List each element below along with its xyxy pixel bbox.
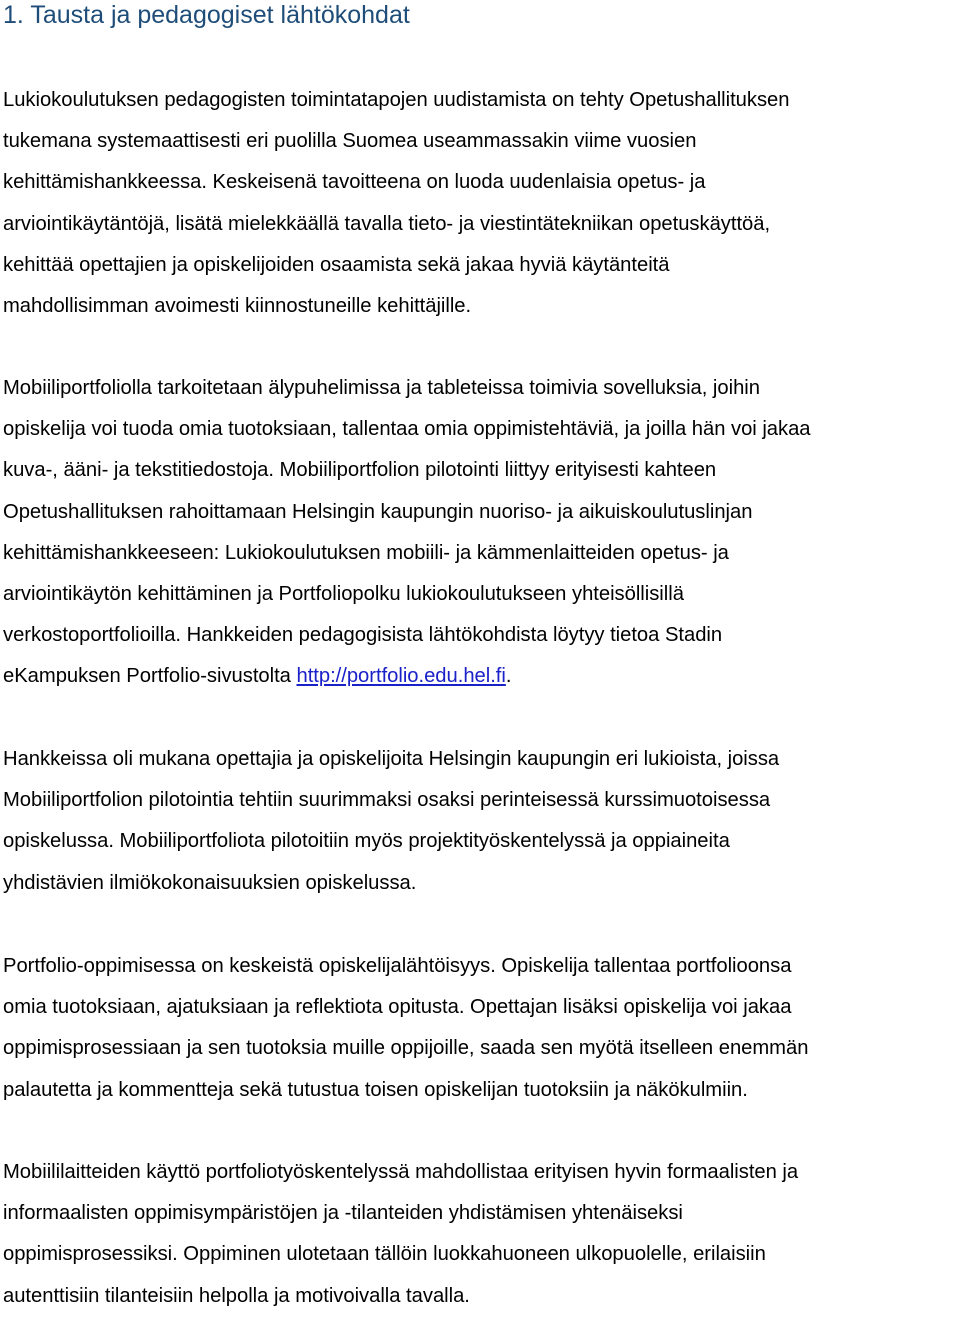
text-line: Mobiiliportfoliolla tarkoitetaan älypuhelimissa ja tableteissa toimivia sovelluksia, joihin (3, 377, 760, 399)
text-line-with-link (3, 656, 958, 697)
paragraph-mobile-devices (3, 1152, 960, 1317)
text-line: Opetushallituksen rahoittamaan Helsingin kaupungin nuoriso- ja aikuiskoulutuslinjan (3, 500, 753, 523)
text-line: oppimisprosessiaan ja sen tuotoksia muille oppijoille, saada sen myötä itselleen enemmän (3, 1037, 809, 1060)
text-line: verkostoportfolioilla. Hankkeiden pedagogisista lähtökohdista löytyy tietoa Stadin (3, 624, 723, 647)
text-line: yhdistävien ilmiökokonaisuuksien opiskelussa. (3, 871, 417, 894)
link-prefix-text: eKampuksen Portfolio-sivustolta (3, 665, 297, 688)
text-line: arviointikäytäntöjä, lisätä mielekkäällä tavalla tieto- ja viestintätekniikan opetuskäyttöä, (3, 212, 771, 235)
text-line: Lukiokoulutuksen pedagogisten toimintatapojen uudistamista on tehty Opetushallituksen (3, 89, 790, 111)
text-line: Portfolio-oppimisessa on keskeistä opiskelijalähtöisyys. Opiskelija tallentaa portfolioonsa (3, 955, 792, 977)
text-line: Hankkeissa oli mukana opettajia ja opiskelijoita Helsingin kaupungin eri lukioista, joissa (3, 748, 780, 770)
text-line: palautetta ja kommentteja sekä tutustua toisen opiskelijan tuotoksiin ja näkökulmiin. (3, 1078, 748, 1101)
text-line: oppimisprosessiksi. Oppiminen ulotetaan tällöin luokkahuoneen ulkopuolelle, erilaisiin (3, 1243, 766, 1266)
section-heading: 1. Tausta ja pedagogiset lähtökohdat (3, 1, 410, 29)
text-line: kehittämishankkeeseen: Lukiokoulutuksen mobiili- ja kämmenlaitteiden opetus- ja (3, 541, 729, 564)
text-line: Mobiiliportfolion pilotointia tehtiin suurimmaksi osaksi perinteisessä kurssimuotoisessa (3, 789, 771, 812)
paragraph-background (3, 80, 960, 327)
text-line: Mobiililaitteiden käyttö portfoliotyöskentelyssä mahdollistaa erityisen hyvin formaalisten ja (3, 1161, 799, 1183)
paragraph-projects (3, 739, 960, 904)
text-line: arviointikäytön kehittäminen ja Portfoliopolku lukiokoulutukseen yhteisöllisillä (3, 583, 684, 606)
text-line: tukemana systemaattisesti eri puolilla Suomea useammassakin viime vuosien (3, 130, 697, 153)
paragraph-mobile-portfolio (3, 368, 960, 698)
text-line: kuva-, ääni- ja tekstitiedostoja. Mobiiliportfolion pilotointi liittyy erityisesti kahteen (3, 459, 717, 482)
text-line: opiskelija voi tuoda omia tuotoksiaan, tallentaa omia oppimistehtäviä, ja joilla hän voi jakaa (3, 418, 811, 441)
text-line: omia tuotoksiaan, ajatuksiaan ja reflektiota opitusta. Opettajan lisäksi opiskelija voi jakaa (3, 996, 792, 1019)
text-line: informaalisten oppimisympäristöjen ja -tilanteiden yhdistämisen yhtenäiseksi (3, 1202, 683, 1225)
text-line: mahdollisimman avoimesti kiinnostuneille kehittäjille. (3, 295, 472, 318)
paragraph-portfolio-learning (3, 946, 960, 1111)
text-line: autenttisiin tilanteisiin helpolla ja motivoivalla tavalla. (3, 1284, 470, 1307)
link-suffix-text: . (505, 665, 512, 688)
text-line: kehittää opettajien ja opiskelijoiden osaamista sekä jakaa hyviä käytänteitä (3, 253, 670, 276)
text-line: kehittämishankkeessa. Keskeisenä tavoitteena on luoda uudenlaisia opetus- ja (3, 171, 706, 194)
portfolio-link[interactable]: http://portfolio.edu.hel.fi (296, 665, 506, 688)
text-line: opiskelussa. Mobiiliportfoliota pilotoitiin myös projektityöskentelyssä ja oppiaineita (3, 830, 730, 853)
